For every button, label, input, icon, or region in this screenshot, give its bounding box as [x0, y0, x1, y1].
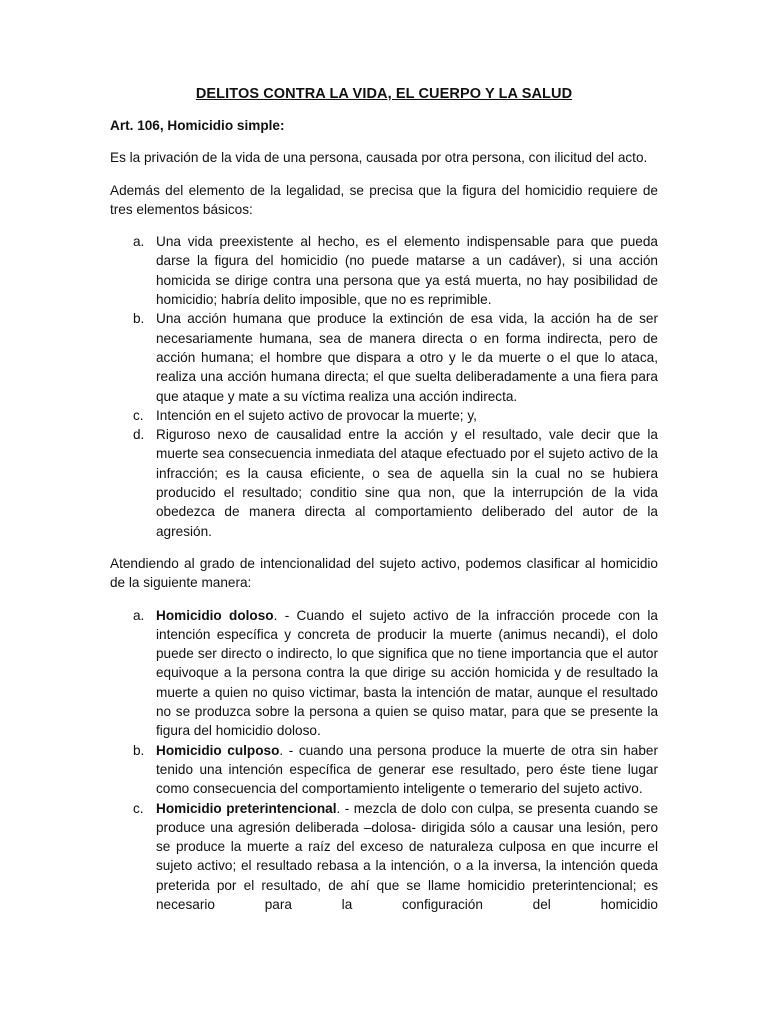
list-item-text: Una vida preexistente al hecho, es el elemento indispensable para que pueda darse la figura del homicidio (no puede matarse a un cadáver), si una acción homicida se dirige contra una persona que ya está muerta, no hay posibilidad de homicidio; habría delito imposible, que no es reprimible. [156, 234, 658, 308]
classification-term: Homicidio culposo [156, 742, 280, 758]
list-item-text: Riguroso nexo de causalidad entre la acción y el resultado, vale decir que la muerte sea consecuencia inmediata del ataque efectuado por el sujeto activo de la infracción; es la causa eficiente, o sea de aquella sin la cual no se hubiera producido el resultado; conditio sine qua non, que la interrupción de la vida obedezca de manera directa al comportamiento deliberado del autor de la agresión. [156, 427, 658, 539]
list-item [110, 425, 658, 541]
list-marker: c. [133, 800, 144, 816]
classification-intro-paragraph: Atendiendo al grado de intencionalidad del sujeto activo, podemos clasificar al homicidio de la siguiente manera: [110, 555, 658, 591]
classification-term: Homicidio doloso [156, 607, 274, 623]
list-marker: a. [133, 607, 145, 623]
list-item [110, 741, 658, 799]
list-item [110, 799, 658, 915]
classification-text: . - cuando una persona produce la muerte de otra sin haber tenido una intención específica de generar ese resultado, pero éste tiene lugar como consecuencia del comportamiento inteligente o temerario del sujeto activo. [156, 742, 658, 797]
list-marker: b. [133, 742, 145, 758]
document-title: DELITOS CONTRA LA VIDA, EL CUERPO Y LA SALUD [195, 86, 573, 102]
classification-text: . - Cuando el sujeto activo de la infracción procede con la intención específica y concreta de producir la muerte (animus necandi), el dolo puede ser directo o indirecto, lo que significa que no tiene importancia que el autor equivoque a la persona contra la que dirige su acción homicida y de resultado la muerte a quien no quiso victimar, basta la intención de matar, aunque el resultado no se produzca sobre la persona a quien se quiso matar, para que se presente la figura del homicidio doloso. [156, 607, 658, 739]
article-heading: Art. 106, Homicidio simple: [110, 118, 285, 133]
list-item [110, 309, 658, 405]
elements-list [110, 232, 658, 541]
list-item [110, 232, 658, 309]
list-item [110, 406, 658, 425]
list-marker: c. [133, 407, 144, 423]
list-marker: a. [133, 234, 145, 250]
list-item-text: Una acción humana que produce la extinción de esa vida, la acción ha de ser necesariamente humana, sea de manera directa o en forma indirecta, pero de acción humana; el hombre que dispara a otro y le da muerte o el que lo ataca, realiza una acción humana directa; el que suelta deliberadamente a una fiera para que ataque y mate a su víctima realiza una acción indirecta. [156, 311, 658, 404]
elements-intro-paragraph: Además del elemento de la legalidad, se precisa que la figura del homicidio requiere de tres elementos básicos: [110, 182, 658, 217]
list-item-text: Intención en el sujeto activo de provocar la muerte; y, [156, 407, 477, 423]
classification-text: . - mezcla de dolo con culpa, se presenta cuando se produce una agresión deliberada –dolosa- dirigida sólo a causar una lesión, pero se produce la muerte a raíz del exceso de naturaleza culposa en que incurre el sujeto activo; el resultado rebasa a la intención, o a la inversa, la intención queda preterida por el resultado, de ahí que se llame homicidio preterintencional; es necesario para la configuración del homicidio [156, 800, 658, 912]
classification-term: Homicidio preterintencional [156, 800, 337, 816]
list-item [110, 606, 658, 741]
list-marker: d. [133, 427, 145, 443]
definition-paragraph: Es la privación de la vida de una persona, causada por otra persona, con ilicitud del acto. [110, 150, 648, 166]
list-marker: b. [133, 311, 145, 327]
classification-list [110, 606, 658, 915]
